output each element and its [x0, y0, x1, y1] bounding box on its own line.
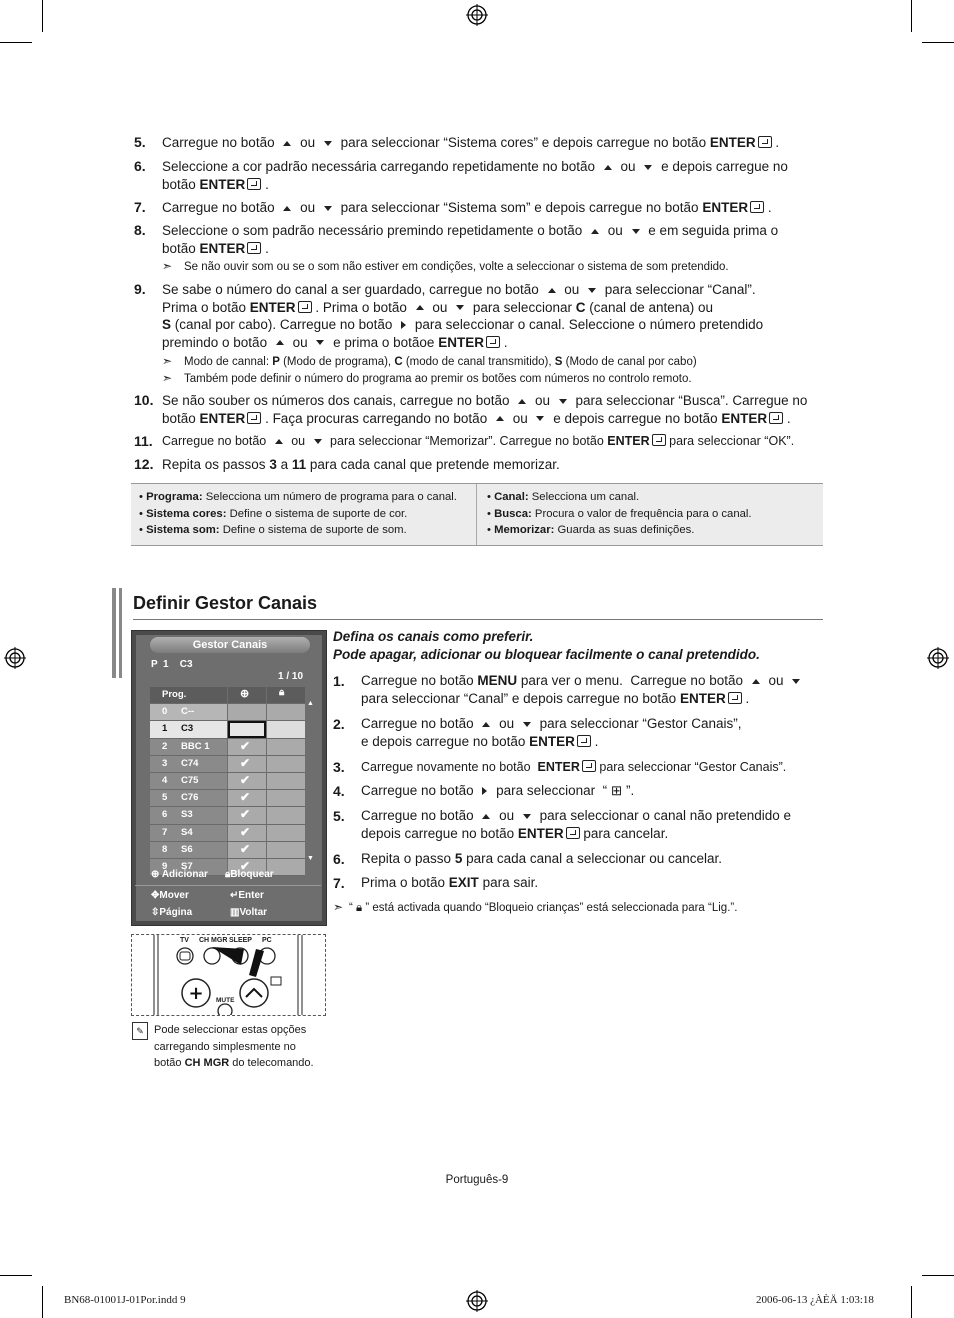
check-icon: ✔	[240, 824, 251, 839]
enter-icon	[769, 412, 783, 424]
check-icon: ✔	[240, 790, 251, 805]
enter-icon	[750, 201, 764, 213]
check-icon: ✔	[240, 841, 251, 856]
up-arrow-icon	[482, 722, 490, 727]
down-arrow-icon	[632, 229, 640, 234]
up-arrow-icon	[752, 679, 760, 684]
osd-table-header: Prog. ⊕ 🔒︎	[150, 687, 305, 704]
check-icon: ✔	[240, 858, 251, 873]
osd-move: ✥Mover	[151, 890, 189, 901]
section-title: Definir Gestor Canais	[133, 593, 318, 613]
up-arrow-icon	[283, 141, 291, 146]
enter-icon	[728, 692, 742, 704]
registration-mark-icon	[466, 1290, 488, 1312]
enter-icon: ↵	[230, 890, 239, 901]
remote-illustration: + TV CH MGR SLEEP PC MUTE	[131, 934, 326, 1016]
note-8: ➣ Se não ouvir som ou se o som não estiver em condições, volte a seleccionar o sistema de som pretendido.	[162, 259, 729, 273]
section-bar	[119, 588, 122, 678]
check-icon: ✔	[240, 772, 251, 787]
down-arrow-icon	[523, 722, 531, 727]
info-divider	[476, 484, 477, 545]
down-arrow-icon	[316, 340, 324, 345]
down-arrow-icon	[588, 288, 596, 293]
up-arrow-icon	[275, 439, 283, 444]
crop-mark	[0, 1275, 32, 1276]
note-arrow-icon: ➣	[162, 371, 173, 385]
osd-row[interactable]: 0 C--	[150, 704, 305, 721]
up-arrow-icon	[482, 814, 490, 819]
enter-icon	[247, 178, 261, 190]
add-icon: ⊕	[240, 688, 250, 700]
down-arrow-icon	[644, 165, 652, 170]
enter-icon	[566, 827, 580, 839]
down-arrow-icon	[523, 814, 531, 819]
down-arrow-icon	[324, 141, 332, 146]
enter-icon	[582, 760, 596, 772]
osd-row[interactable]: 4 C75 ✔	[150, 773, 305, 790]
osd-title: Gestor Canais	[150, 637, 310, 653]
note-icon: ✎	[132, 1022, 148, 1040]
enter-icon	[652, 434, 666, 446]
crop-mark	[922, 42, 954, 43]
return-icon: ▥	[230, 907, 240, 918]
enter-icon	[758, 136, 772, 148]
scroll-down-icon[interactable]: ▼	[307, 855, 314, 862]
check-icon: ✔	[240, 755, 251, 770]
note-9a: ➣ Modo de cannal: P (Modo de programa), C (modo de canal transmitido), S (Modo de canal por cabo)	[162, 354, 697, 368]
osd-page: 1 / 10	[278, 671, 304, 682]
osd-current: P 1 C3	[151, 659, 193, 670]
osd-row[interactable]: 9 S7 ✔	[150, 859, 305, 876]
remote-caption: Pode seleccionar estas opções carregando simplesmente no botão CH MGR do telecomando.	[154, 1024, 314, 1069]
osd-page-nav: ⇳Página	[151, 907, 193, 918]
enter-icon	[247, 412, 261, 424]
down-arrow-icon	[314, 439, 322, 444]
enter-icon	[247, 242, 261, 254]
registration-mark-icon	[4, 647, 26, 669]
osd-row-selected[interactable]: 1 C3	[150, 721, 305, 738]
file-slug: BN68-01001J-01Por.indd 9	[64, 1294, 186, 1306]
osd-enter: ↵Enter	[230, 890, 264, 901]
page-footer: Português-9	[445, 1174, 509, 1186]
up-arrow-icon	[496, 416, 504, 421]
check-icon: ✔	[240, 738, 251, 753]
up-arrow-icon	[283, 206, 291, 211]
down-arrow-icon	[536, 416, 544, 421]
registration-mark-icon	[466, 4, 488, 26]
up-arrow-icon	[548, 288, 556, 293]
right-arrow-icon	[482, 787, 487, 795]
osd-divider	[135, 885, 321, 886]
scroll-up-icon[interactable]: ▲	[307, 700, 314, 707]
crop-mark	[911, 0, 912, 32]
osd-row[interactable]: 5 C76 ✔	[150, 790, 305, 807]
down-arrow-icon	[456, 305, 464, 310]
section-intro: Defina os canais como preferir. Pode apagar, adicionar ou bloquear facilmente o canal pretendido.	[333, 629, 760, 662]
down-arrow-icon	[324, 206, 332, 211]
crop-mark	[911, 1286, 912, 1318]
info-left: • Programa: Selecciona um número de programa para o canal. • Sistema cores: Define o sistema de suporte de cor. • Sistema som: Define o sistema de suporte de som.	[139, 491, 457, 537]
up-arrow-icon	[276, 340, 284, 345]
note-arrow-icon: ➣	[162, 354, 173, 368]
right-arrow-icon	[401, 321, 406, 329]
note-9b: ➣ Também pode definir o número do programa ao premir os botões com números no controlo remoto.	[162, 371, 692, 385]
check-icon: ✔	[240, 807, 251, 822]
enter-icon	[486, 336, 500, 348]
enter-icon	[577, 735, 591, 747]
osd-row[interactable]: 8 S6 ✔	[150, 842, 305, 859]
move-icon: ✥	[151, 890, 160, 901]
down-arrow-icon	[559, 399, 567, 404]
page-icon: ⇳	[151, 907, 160, 918]
add-icon: ⊞	[610, 783, 623, 798]
osd-add: ⊕ Adicionar	[151, 869, 208, 880]
up-arrow-icon	[591, 229, 599, 234]
crop-mark	[0, 42, 32, 43]
lock-icon: 🔒︎	[225, 869, 231, 880]
osd-row[interactable]: 3 C74 ✔	[150, 756, 305, 773]
osd-row[interactable]: 7 S4 ✔	[150, 825, 305, 842]
svg-text:+: +	[188, 983, 204, 1004]
osd-row[interactable]: 2 BBC 1 ✔	[150, 739, 305, 756]
note-arrow-icon: ➣	[333, 900, 344, 914]
osd-lock: 🔒︎Bloquear	[225, 869, 274, 880]
crop-mark	[42, 1286, 43, 1318]
enter-icon	[298, 301, 312, 313]
step-5-text: Carregue no botão ou para seleccionar “Sistema cores” e depois carregue no botão ENTER .	[162, 135, 780, 150]
timestamp-slug: 2006-06-13 ¿ÀÈÄ 1:03:18	[756, 1294, 874, 1306]
info-right: • Canal: Selecciona um canal. • Busca: Procura o valor de frequência para o canal. • Memorizar: Guarda as suas definições.	[487, 491, 752, 537]
osd-channel-table	[150, 687, 305, 876]
up-arrow-icon	[416, 305, 424, 310]
up-arrow-icon	[604, 165, 612, 170]
crop-mark	[42, 0, 43, 32]
osd-row[interactable]: 6 S3 ✔	[150, 807, 305, 824]
info-box	[131, 483, 823, 546]
lock-note: ➣ “ 🔒︎ ” está activada quando “Bloqueio crianças” está seleccionada para “Lig.”.	[333, 900, 738, 914]
osd-back: ▥Voltar	[230, 907, 268, 918]
lock-icon: 🔒︎	[356, 902, 363, 914]
down-arrow-icon	[792, 679, 800, 684]
section-bar	[112, 588, 116, 678]
lock-icon: 🔒︎	[279, 687, 285, 698]
section-rule	[133, 619, 823, 620]
up-arrow-icon	[518, 399, 526, 404]
add-icon: ⊕	[151, 869, 160, 880]
registration-mark-icon	[927, 647, 949, 669]
crop-mark	[922, 1275, 954, 1276]
note-arrow-icon: ➣	[162, 259, 173, 273]
